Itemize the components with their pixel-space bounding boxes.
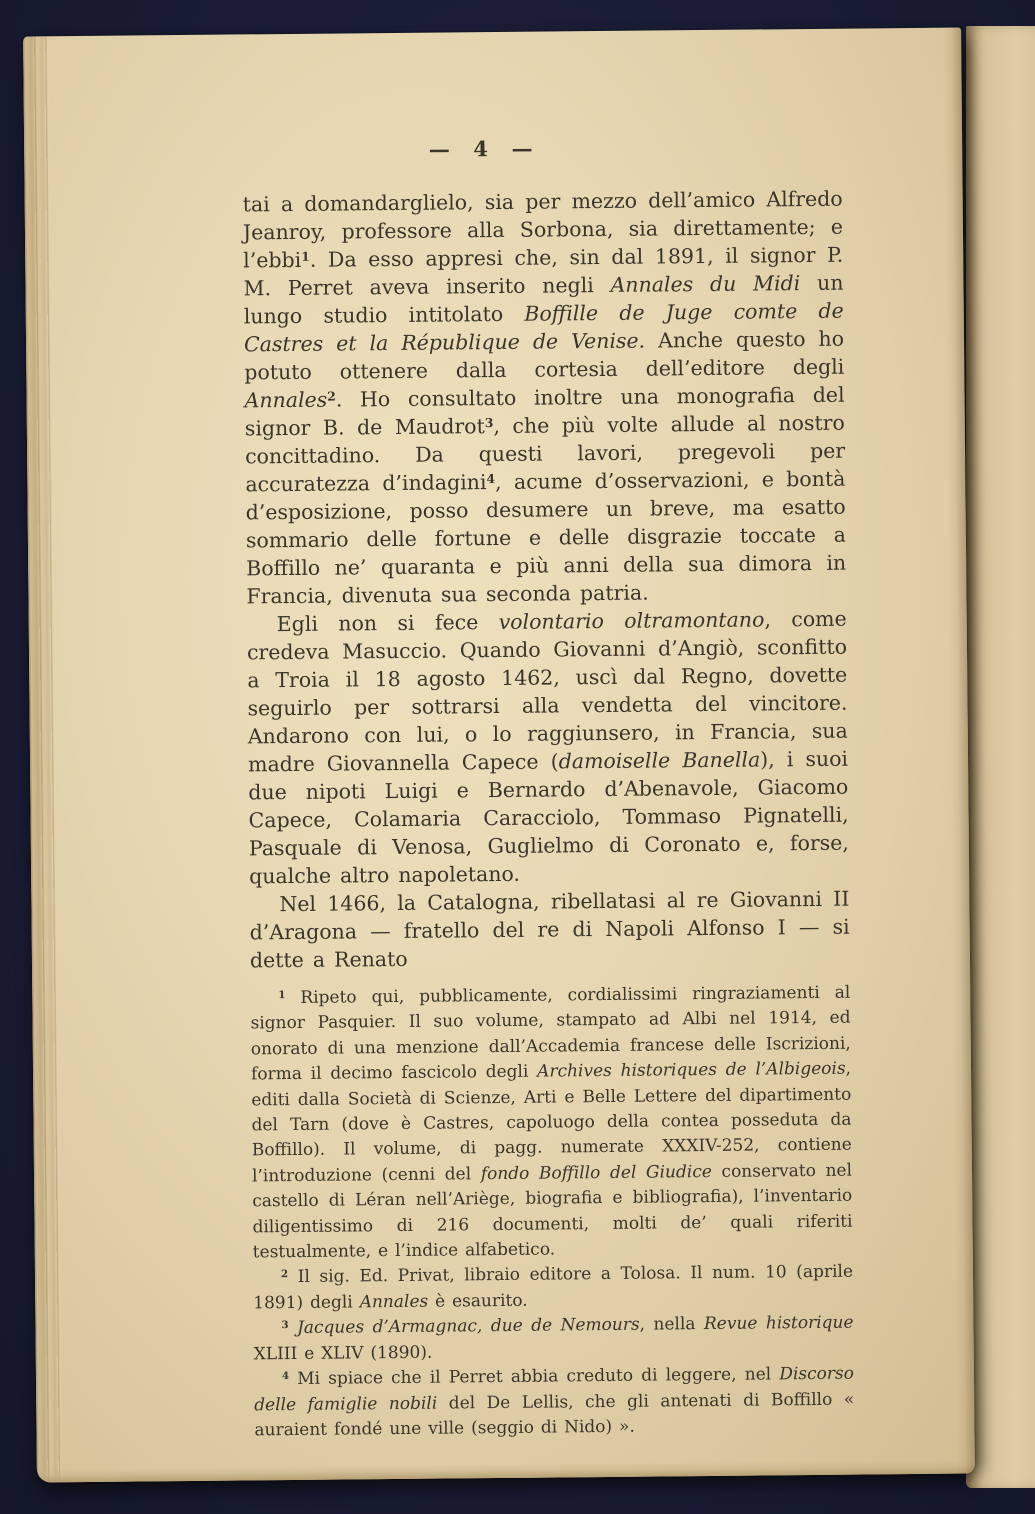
paragraph: Egli non si fece volontario oltramontano, come credeva Masuccio. Quando Giovanni d’Angiò, sconfitto a Troia il 18 agosto 1462, uscì dal Regno, dovette seguirlo per sottrarsi alla vendetta del vincitore. Andarono con lui, o lo raggiunsero, in Francia, sua madre Giovannella Capece (damoiselle Banella), i suoi due nipoti Luigi e Bernardo d’Abenavole, Giacomo Capece, Colamaria Caracciolo, Tommaso Pignatelli, Pasquale di Venosa, Guglielmo di Coronato e, forse, qualche altro napoletano. (246, 606, 849, 889)
body-text (243, 185, 850, 975)
footnote-3: $^3$ Jacques d’Armagnac, due de Nemours, nella Revue historique XLIII e XLIV (1890). (253, 1312, 854, 1365)
page-stack-bottom-edge (37, 1459, 975, 1482)
book-page (23, 28, 975, 1483)
footnote-4: $^4$ Mi spiace che il Perret abbia creduto di leggere, nel Discorso delle famiglie nobili del De Lellis, che gli antenati di Boffillo « auraient fondé une ville (seggio di Nido) ». (254, 1363, 855, 1441)
paragraph-continuation: tai a domandarglielo, sia per mezzo dell’amico Alfredo Jeanroy, professore alla Sorbona, sia direttamente; e l’ebbi$^1$. Da esso appresi che, sin dal 1891, il signor P. M. Perret aveva inserito negli Annales du Midi un lungo studio intitolato Boffille de Juge comte de Castres et la République de Venise. Anche questo ho potuto ottenere dalla cortesia dell’editore degli Annales$^2$. Ho consultato inoltre una monografia del signor B. de Maudrot$^3$, che più volte allude al nostro concittadino. Da questi lavori, pregevoli per accuratezza d’indagini$^4$, acume d’osservazioni, e bontà d’esposizione, posso desumere un breve, ma esatto sommario delle fortune e delle disgrazie toccate a Boffillo ne’ quaranta e più anni della sua dimora in Francia, divenuta sua seconda patria. (242, 186, 847, 609)
footnote-2: $^2$ Il sig. Ed. Privat, libraio editore a Tolosa. Il num. 10 (aprile 1891) degli Annales è esaurito. (253, 1262, 854, 1314)
page-number: — 4 — (428, 135, 536, 162)
paragraph: Nel 1466, la Catalogna, ribellatasi al re Giovanni II d’Aragona — fratello del re di Napoli Alfonso I — si dette a Renato (249, 886, 850, 973)
footnote-1: $^1$ Ripeto qui, pubblicamente, cordialissimi ringraziamenti al signor Pasquier. Il suo volume, stampato ad Albi nel 1914, ed onorato di una menzione dall’Accademia francese delle Iscrizioni, forma il decimo fascicolo degli Archives historiques de l’Albigeois, editi dalla Società di Scienze, Arti e Belle Lettere del dipartimento del Tarn (dove è Castres, capoluogo della contea posseduta da Boffillo). Il volume, di pagg. numerate XXXIV-252, contiene l’introduzione (cenni del fondo Boffillo del Giudice conservato nel castello di Léran nell’Ariège, biografia e bibliografia), l’inventario diligentissimo di 216 documenti, molti de’ quali riferiti testualmente, e l’indice alfabetico. (250, 982, 853, 1263)
text-column (241, 29, 855, 1444)
page-stack-left-edge (23, 36, 63, 1482)
facing-page-edge (966, 26, 1035, 1488)
footnotes (250, 981, 854, 1444)
